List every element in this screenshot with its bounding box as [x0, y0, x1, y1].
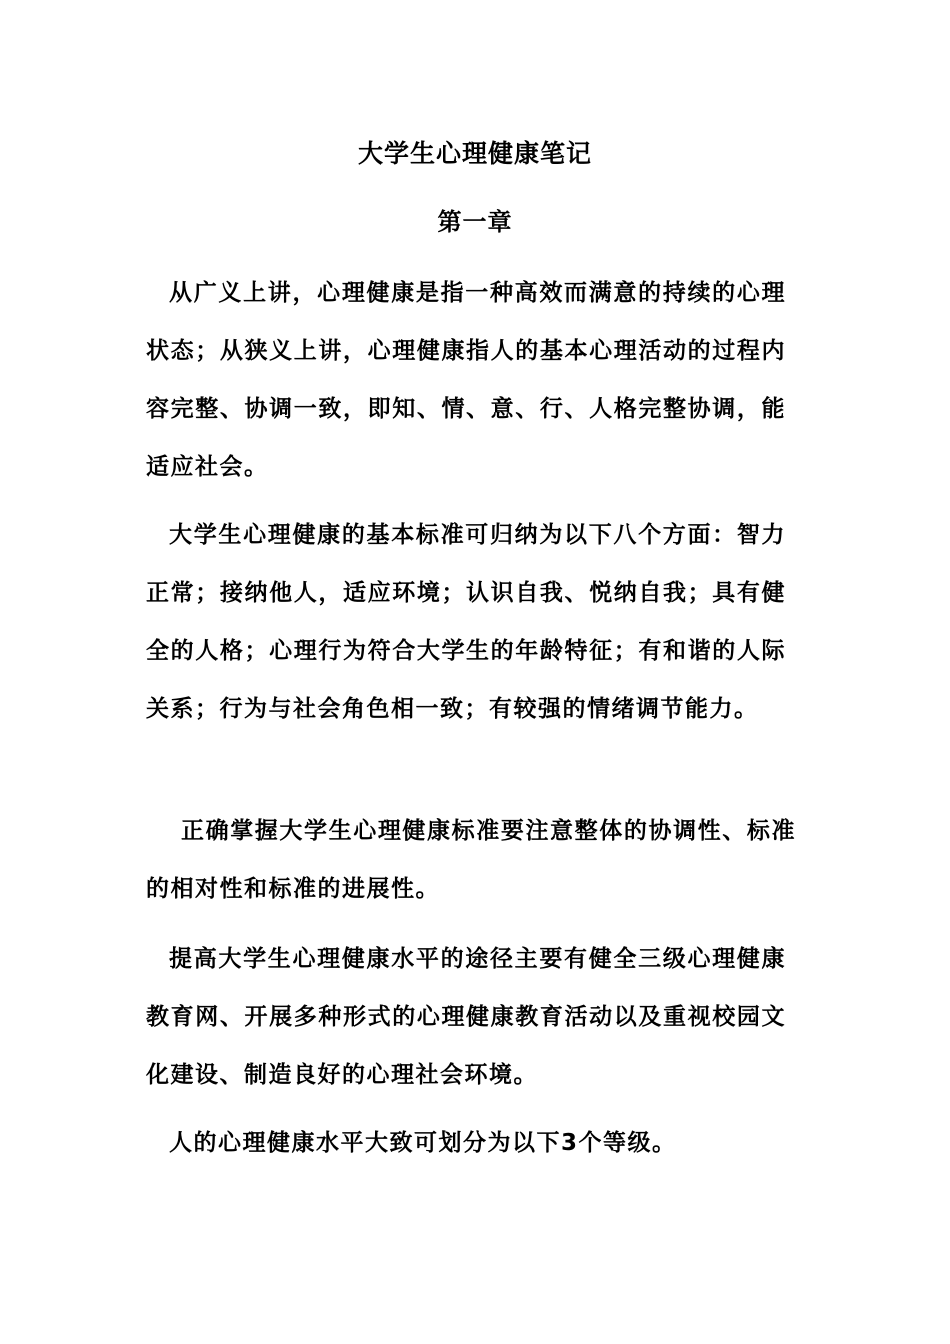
paragraph-mental-health-definition: 从广义上讲，心理健康是指一种高效而满意的持续的心理状态；从狭义上讲，心理健康指人的基本心理活动的过程内容完整、协调一致，即知、情、意、行、人格完整协调，能适应社会。 [146, 280, 786, 480]
paragraph-health-levels: 人的心理健康水平大致可划分为以下3个等级。 [169, 1130, 677, 1156]
chapter-heading: 第一章 [437, 208, 513, 236]
paragraph-improvement-ways: 提高大学生心理健康水平的途径主要有健全三级心理健康教育网、开展多种形式的心理健康教育活动以及重视校园文化建设、制造良好的心理社会环境。 [146, 946, 786, 1088]
paragraph-basic-standards: 大学生心理健康的基本标准可归纳为以下八个方面：智力正常；接纳他人，适应环境；认识自我、悦纳自我；具有健全的人格；心理行为符合大学生的年龄特征；有和谐的人际关系；行为与社会角色相一致；有较强的情绪调节能力。 [146, 522, 786, 722]
paragraph-grasp-standards: 正确掌握大学生心理健康标准要注意整体的协调性、标准的相对性和标准的进展性。 [146, 818, 796, 902]
document-title: 大学生心理健康笔记 [357, 139, 592, 168]
